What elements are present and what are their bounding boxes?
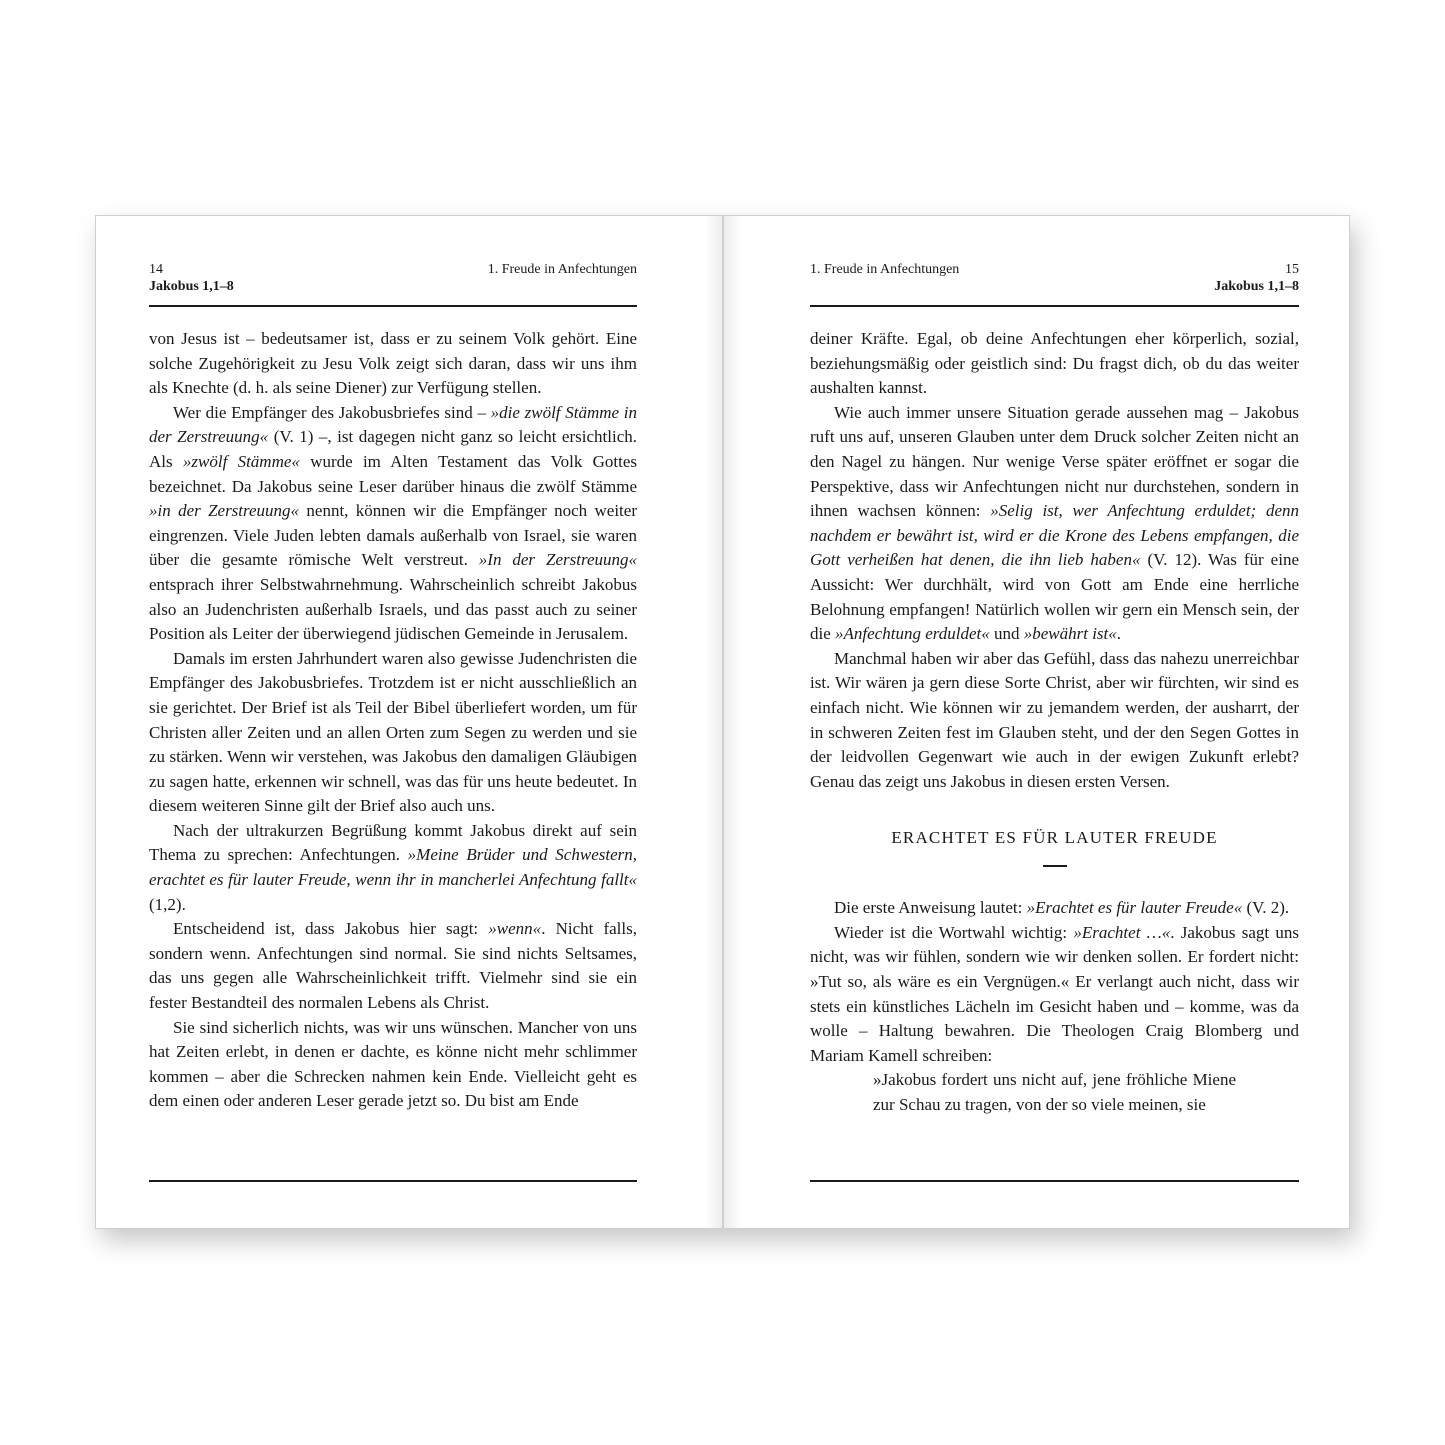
- footer-rule: [149, 1180, 637, 1182]
- gutter-shadow: [704, 216, 722, 1228]
- page-body: [810, 327, 1299, 1118]
- block-quote: »Jakobus fordert uns nicht auf, jene fröhliche Miene zur Schau zu tragen, von der so viele meinen, sie: [873, 1070, 1236, 1115]
- right-page: [723, 215, 1350, 1229]
- scripture-quote: »bewährt ist«: [1023, 624, 1117, 644]
- page-number: 14: [149, 262, 163, 277]
- scripture-quote: »wenn«: [488, 919, 542, 939]
- scripture-quote: »Erachtet es für lauter Freude«: [1026, 898, 1243, 918]
- page-number: 15: [1285, 262, 1299, 277]
- book-spread: [95, 215, 1350, 1229]
- paragraph: Die erste Anweisung lautet: »Erachtet es für lauter Freude« (V. 2).: [834, 898, 1290, 918]
- scripture-quote: »die zwölf Stämme in der Zerstreuung«: [149, 402, 637, 447]
- paragraph: Wieder ist die Wortwahl wichtig: »Erachtet …«. Jakobus sagt uns nicht, was wir fühlen, sondern wie wir denken sollen. Er fordert nicht: »Tut so, als wäre es ein Vergnügen.« Er verlangt auch nicht, dass wir stets ein künstliches Lächeln im Gesicht haben und – komme, was da wolle – Haltung bewahren. Die Theologen Craig Blomberg und Mariam Kamell schreiben:: [810, 922, 1299, 1065]
- scripture-quote: »Erachtet …«: [1073, 922, 1171, 942]
- paragraph: Sie sind sicherlich nichts, was wir uns wünschen. Mancher von uns hat Zeiten erlebt, in denen er dachte, es könne nicht mehr schlimmer kommen – aber die Schrecken nahmen kein Ende. Vielleicht geht es dem einen oder anderen Leser gerade jetzt so. Du bist am Ende: [149, 1017, 637, 1111]
- paragraph: von Jesus ist – bedeutsamer ist, dass er zu seinem Volk gehört. Eine solche Zugehörigkeit zu Jesu Volk zeigt sich daran, dass wir uns ihm als Knechte (d. h. als seine Diener) zur Verfügung stellen.: [149, 329, 637, 398]
- gutter-shadow: [724, 216, 742, 1228]
- left-page: [95, 215, 723, 1229]
- section-heading: ERACHTET ES FÜR LAUTER FREUDE: [891, 828, 1218, 848]
- paragraph: deiner Kräfte. Egal, ob deine Anfechtungen eher körperlich, sozial, beziehungsmäßig oder geistlich sind: Du fragst dich, ob du das weiter aushalten kannst.: [810, 329, 1299, 398]
- paragraph: Nach der ultrakurzen Begrüßung kommt Jakobus direkt auf sein Thema zu sprechen: Anfechtungen. »Meine Brüder und Schwestern, erachtet es für lauter Freude, wenn ihr in mancherlei Anfechtung fallt« (1,2).: [149, 820, 637, 914]
- paragraph: Manchmal haben wir aber das Gefühl, dass das nahezu unerreichbar ist. Wir wären ja gern diese Sorte Christ, aber wir fürchten, wir sind es einfach nicht. Wie können wir zu jemandem werden, der ausharrt, der in schweren Zeiten fest im Glauben steht, und der den Segen Gottes in der leidvollen Gegenwart wie auch in der ewigen Zukunft erlebt? Genau das zeigt uns Jakobus in diesen ersten Versen.: [810, 648, 1299, 791]
- footer-rule: [810, 1180, 1299, 1182]
- scripture-quote: »in der Zerstreuung«: [149, 501, 300, 521]
- scripture-quote: »In der Zerstreuung«: [478, 550, 637, 570]
- bible-reference: Jakobus 1,1–8: [1214, 279, 1299, 294]
- page-header: [149, 261, 637, 307]
- page-header: [810, 261, 1299, 307]
- paragraph: Wer die Empfänger des Jakobusbriefes sind – »die zwölf Stämme in der Zerstreuung« (V. 1) –, ist dagegen nicht ganz so leicht ersichtlich. Als »zwölf Stämme« wurde im Alten Testament das Volk Gottes bezeichnet. Da Jakobus seine Leser darüber hinaus die zwölf Stämme »in der Zerstreuung« nennt, können wir die Empfänger noch weiter eingrenzen. Viele Juden lebten damals außerhalb von Israel, sie waren über die gesamte römische Welt verstreut. »In der Zerstreuung« entsprach ihrer Selbstwahrnehmung. Wahrscheinlich schreibt Jakobus also an Judenchristen außerhalb Israels, und das passt auch zu seiner Position als Leiter der überwiegend jüdischen Gemeinde in Jerusalem.: [149, 402, 637, 644]
- paragraph: Wie auch immer unsere Situation gerade aussehen mag – Jakobus ruft uns auf, unseren Glauben unter dem Druck solcher Zeiten nicht an den Nagel zu hängen. Nur wenige Verse später eröffnet er sogar die Perspektive, dass wir Anfechtungen nicht nur durchstehen, sondern in ihnen wachsen können: »Selig ist, wer Anfechtung erduldet; denn nachdem er bewährt ist, wird er die Krone des Lebens empfangen, die Gott verheißen hat denen, die ihn lieb haben« (V. 12). Was für eine Aussicht: Wer durchhält, wird von Gott am Ende eine herrliche Belohnung empfangen! Natürlich wollen wir gern ein Mensch sein, der die »Anfechtung erduldet« und »bewährt ist«.: [810, 402, 1299, 644]
- paragraph: Entscheidend ist, dass Jakobus hier sagt: »wenn«. Nicht falls, sondern wenn. Anfechtungen sind normal. Sie sind nichts Seltsames, das uns gegen alle Wahrscheinlichkeit trifft. Vielmehr sind sie ein fester Bestandteil des normalen Lebens als Christ.: [149, 919, 637, 1013]
- scripture-quote: »Meine Brüder und Schwestern, erachtet es für lauter Freude, wenn ihr in mancherlei Anfechtung fallt«: [149, 845, 637, 890]
- running-title: 1. Freude in Anfechtungen: [810, 262, 960, 277]
- page-body: [149, 327, 637, 1114]
- paragraph: Damals im ersten Jahrhundert waren also gewisse Judenchristen die Empfänger des Jakobusbriefes. Trotzdem ist er nicht ausschließlich an sie gerichtet. Der Brief ist als Teil der Bibel überliefert worden, um für Christen aller Zeiten und an allen Orten zum Segen zu werden und sie zu stärken. Wenn wir verstehen, was Jakobus den damaligen Gläubigen zu sagen hatte, erkennen wir schnell, was das für uns heute bedeutet. In diesem weiteren Sinne gilt der Brief also auch uns.: [149, 648, 637, 816]
- scripture-quote: »zwölf Stämme«: [182, 451, 300, 471]
- bible-reference: Jakobus 1,1–8: [149, 279, 234, 294]
- heading-ornament: [1043, 865, 1067, 867]
- scripture-quote: »Anfechtung erduldet«: [835, 624, 990, 644]
- scripture-quote: »Selig ist, wer Anfechtung erduldet; denn nachdem er bewährt ist, wird er die Krone des Lebens empfangen, die Gott verheißen hat denen, die ihn lieb haben«: [810, 501, 1299, 570]
- running-title: 1. Freude in Anfechtungen: [487, 262, 637, 277]
